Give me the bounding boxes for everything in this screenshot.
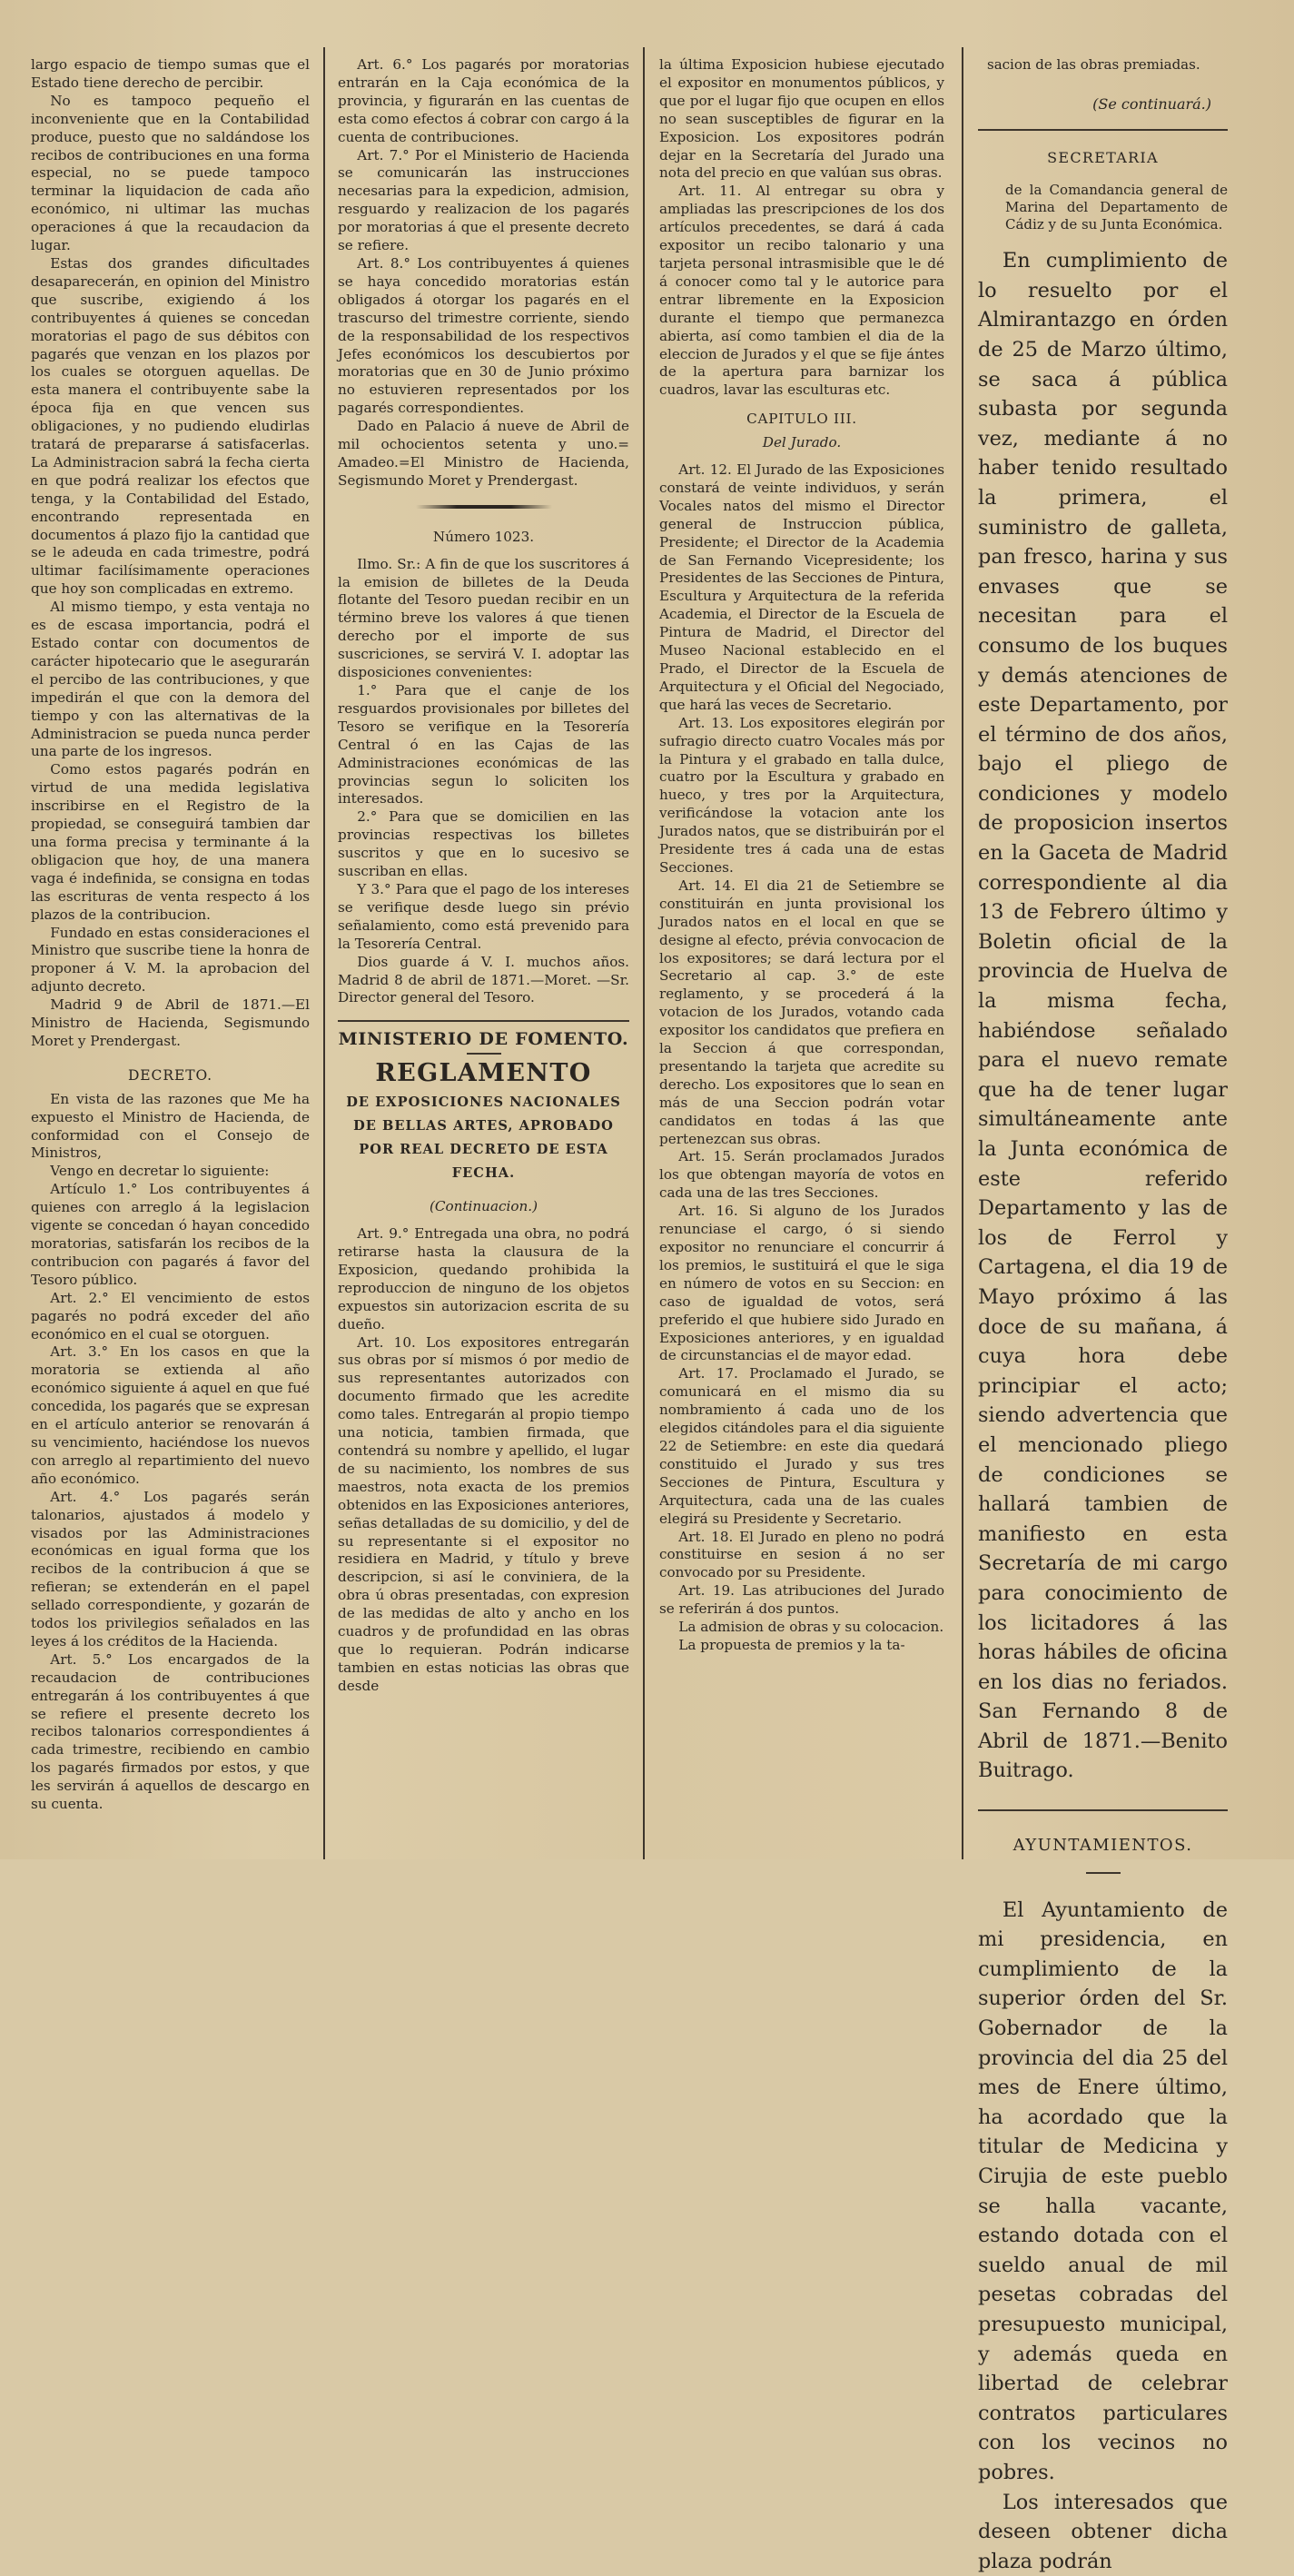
article: Art. 7.° Por el Ministerio de Hacienda se comunicarán las instrucciones necesarias para la expedicion, admision, resguardo y realizacion de los pagarés por moratorias á que el presente decreto se refiere.	[338, 146, 629, 254]
notice-paragraph: Los interesados que deseen obtener dicha plaza podrán	[978, 2490, 1228, 2573]
article: Art. 15. Serán proclamados Jurados los que obtengan mayoría de votos en cada una de las tres Secciones.	[659, 1148, 944, 1202]
paragraph: Estas dos grandes dificultades desaparecerán, en opinion del Ministro que suscribe, exigiendo á los contribuyentes á quienes se concedan moratorias el pago de sus débitos con pagarés que venzan en los plazos por los cuales se otorguen aquellas. De esta manera el contribuyente sabe la época fija en que vencen sus obligaciones, y no pudiendo eludirlas tratará de prepararse á satisfacerlas. La Administracion sabrá la fecha cierta en que podrá realizar los efectos que tenga, y la Contabilidad del Estado, encontrando representada en documentos á plazo fijo la cantidad que se le adeuda en cada trimestre, podrá ultimar facilísimamente operaciones que hoy son complicadas en extremo.	[31, 254, 310, 598]
article: Art. 13. Los expositores elegirán por sufragio directo cuatro Vocales más por la Pintura y el grabado en talla dulce, cuatro por la Escultura y grabado en hueco, y tres por la Arquitectura, verificándose la votacion ante los Jurados natos, que se distribuirán por el Presidente tres á cada una de estas Secciones.	[659, 714, 944, 876]
article: Art. 8.° Los contribuyentes á quienes se haya concedido moratorias están obligados á otorgar los pagarés en el trascurso del trimestre corriente, siendo de la responsabilidad de los respectivos Jefes económicos los descubiertos por moratorias que en 30 de Junio próximo no estuvieren representados por los pagarés correspondientes.	[338, 254, 629, 417]
article: Art. 2.° El vencimiento de estos pagarés no podrá exceder del año económico en el cual se otorguen.	[31, 1289, 310, 1342]
paragraph: largo espacio de tiempo sumas que el Estado tiene derecho de percibir.	[31, 56, 310, 91]
article: Art. 12. El Jurado de las Exposiciones constará de veinte individuos, y serán Vocales natos del mismo el Director general de Instruccion pública, Presidente; el Director de la Academia de San Fernando Vicepresidente; los Presidentes de las Secciones de Pintura, Escultura y Arquitectura de la referida Academia, el Director de la Escuela de Pintura de Madrid, el Director del Museo Nacional establecido en el Prado, el Director de la Escuela de Arquitectura y el Oficial del Negociado, que hará las veces de Secretario.	[659, 461, 944, 713]
dado-en-palacio: Dado en Palacio á nueve de Abril de mil ochocientos setenta y uno.= Amadeo.=El Ministro de Hacienda, Segismundo Moret y Prendergast.	[338, 418, 629, 489]
list-item: 2.° Para que se domicilien en las provincias respectivas los billetes suscritos y que en lo sucesivo se suscriban en ellas.	[338, 808, 629, 880]
date-signature: Madrid 9 de Abril de 1871.—El Ministro de Hacienda, Segismundo Moret y Prendergast.	[31, 996, 310, 1049]
column-2	[338, 56, 629, 1854]
article: Art. 10. Los expositores entregarán sus obras por sí mismos ó por medio de sus representantes autorizados con documento firmado que les acredite como tales. Entregarán al propio tiempo una noticia, tambien firmada, que contendrá su nombre y apellido, el lugar de su nacimiento, los nombres de sus maestros, nota exacta de los premios obtenidos en las Exposiciones anteriores, señas detalladas de su domicilio, y del de su representante si el expositor no residiera en Madrid, y título y breve descripcion, si así le conviniera, de la obra ú obras presentadas, con expresion de las medidas de alto y ancho en los cuadros y de profundidad en las obras que lo requieran. Podrán indicarse tambien en estas noticias las obras que desde	[338, 1333, 629, 1694]
article: Art. 18. El Jurado en pleno no podrá constituirse en sesion á no ser convocado por su Presidente.	[659, 1528, 944, 1581]
paragraph: Como estos pagarés podrán en virtud de una medida legislativa inscribirse en el Registro de la propiedad, se conseguirá tambien dar una forma precisa y terminante á la obligacion que hoy, de una manera vaga é indefinida, se consigna en todas las escrituras de venta respecto á los plazos de la contribucion.	[31, 761, 310, 923]
article: Art. 9.° Entregada una obra, no podrá retirarse hasta la clausura de la Exposicion, quedando prohibida la reproduccion de ninguno de los objetos expuestos sin autorizacion escrita de su dueño.	[338, 1225, 629, 1333]
section-divider	[978, 1809, 1228, 1811]
article: Art. 3.° En los casos en que la moratoria se extienda al año económico siguiente á aquel en que fué concedida, los pagarés que se expresan en el artículo anterior se renovarán á su vencimiento, haciéndose los nuevos con arreglo al repartimiento del nuevo año económico.	[31, 1343, 310, 1487]
column-rule-1	[323, 47, 325, 1859]
column-1	[31, 56, 310, 1854]
closing-signature: Dios guarde á V. I. muchos años. Madrid 8 de abril de 1871.—Moret. —Sr. Director general del Tesoro.	[338, 953, 629, 1006]
article: Art. 11. Al entregar su obra y ampliadas las prescripciones de los dos artículos precedentes, se dará á cada expositor un recibo talonario y una tarjeta personal intrasmisible que le dé á conocer como tal y le autorice para entrar libremente en la Exposicion durante el tiempo que permanezca abierta, así como tambien el dia de la eleccion de Jurados y el que se fije ántes de la apertura para barnizar los cuadros, lavar las esculturas etc.	[659, 183, 944, 399]
short-divider	[467, 1053, 501, 1055]
column-rule-3	[962, 47, 963, 1859]
continuara-label: (Se continuará.)	[1092, 95, 1211, 113]
list-item: Y 3.° Para que el pago de los intereses se verifique desde luego sin prévio señalamiento, como está prevenido para la Tesorería Central.	[338, 880, 629, 952]
paragraph: La admision de obras y su colocacion.	[678, 1619, 944, 1636]
article: Art. 16. Si alguno de los Jurados renunciase el cargo, ó si siendo expositor no renunciare el concurrir á los premios, le sustituirá el que le siga en número de votos en su Seccion: en caso de igualdad de votos, será preferido el que hubiere sido Jurado en Exposiciones anteriores, y en igualdad de circunstancias el de mayor edad.	[659, 1203, 944, 1364]
notice-paragraph: En cumplimiento de lo resuelto por el Almirantazgo en órden de 25 de Marzo último, se saca á pública subasta por segunda vez, mediante á no haber tenido resultado la primera, el suministro de galleta, pan fresco, harina y sus envases que se necesitan para el consumo de los buques y demás atenciones de este Departamento, por el término de dos años, bajo el pliego de condiciones y modelo de proposicion insertos en la Gaceta de Madrid correspondiente al dia 13 de Febrero último y Boletin oficial de la provincia de Huelva de la misma fecha, habiéndose señalado para el nuevo remate que ha de tener lugar simultáneamente ante la Junta económica de este referido Departamento y las de los de Ferrol y Cartagena, el dia 19 de Mayo próximo á las doce de su mañana, á cuya hora debe principiar el acto; siendo advertencia que el mencionado pliego de condiciones se hallará tambien de manifiesto en esta Secretaría de mi cargo para conocimiento de los licitadores á las horas hábiles de oficina en los dias no feriados. San Fernando 8 de Abril de 1871.—Benito Buitrago.	[978, 249, 1228, 1783]
article: Art. 19. Las atribuciones del Jurado se referirán á dos puntos.	[659, 1582, 944, 1618]
column-3	[659, 56, 944, 1854]
paragraph: la última Exposicion hubiese ejecutado el expositor en monumentos públicos, y que por el lugar fijo que ocupen en ellos no sean susceptibles de figurar en la Exposicion. Los expositores podrán dejar en la Secretaría del Jurado una nota del precio en que valúan sus obras.	[659, 56, 944, 182]
paragraph: Fundado en estas consideraciones el Ministro que suscribe tiene la honra de proponer á V. M. la aprobacion del adjunto decreto.	[31, 924, 310, 996]
paragraph: Al mismo tiempo, y esta ventaja no es de escasa importancia, podrá el Estado contar con documentos de carácter hipotecario que le asegurarán el percibo de las contribuciones, y que impedirán el que con la demora del tiempo y con las alternativas de la Administracion se pueda nunca perder una parte de los ingresos.	[31, 599, 310, 760]
paragraph: Ilmo. Sr.: A fin de que los suscritores á la emision de billetes de la Deuda flotante del Tesoro puedan recibir en un término breve los valores á que tienen derecho por el importe de sus suscriciones, se servirá V. I. adoptar las disposiciones convenientes:	[338, 555, 629, 681]
ministerio-heading: MINISTERIO DE FOMENTO.	[338, 1029, 629, 1050]
numero-heading: Número 1023.	[432, 528, 535, 545]
capitulo-subheading: Del Jurado.	[762, 434, 842, 451]
capitulo-heading: CAPITULO III.	[746, 411, 857, 428]
ayuntamientos-heading: AYUNTAMIENTOS.	[1012, 1836, 1193, 1856]
paragraph: Vengo en decretar lo siguiente:	[50, 1163, 270, 1180]
column-4	[978, 56, 1228, 2573]
section-divider	[338, 1020, 629, 1022]
paragraph: sacion de las obras premiadas.	[987, 56, 1200, 73]
notice-paragraph: El Ayuntamiento de mi presidencia, en cumplimiento de la superior órden del Sr. Gobernador de la provincia del dia 25 del mes de Enere último, ha acordado que la titular de Medicina y Cirujia de este pueblo se halla vacante, estando dotada con el sueldo anual de mil pesetas cobradas del presupuesto municipal, y además queda en libertad de celebrar contratos particulares con los vecinos no pobres.	[978, 1897, 1228, 2484]
paragraph: No es tampoco pequeño el inconveniente que en la Contabilidad produce, puesto que no saldándose los recibos de contribuciones en una forma especial, no se puede tampoco terminar la liquidacion de cada año económico, ni ultimar las muchas operaciones á que la recaudacion da lugar.	[31, 92, 310, 254]
decreto-heading: DECRETO.	[127, 1066, 213, 1084]
article: Art. 14. El dia 21 de Setiembre se constituirán en junta provisional los Jurados natos en el local en que se designe al efecto, prévia convocacion de los expositores; se dará lectura por el Secretario al cap. 3.° de este reglamento, y se procederá á la votacion de los Jurados, votando cada expositor los candidatos que prefiera en la Seccion á que correspondan, presentando la tarjeta que acredite su derecho. Los expositores que lo sean en más de una Seccion podrán votar candidatos en todas á las que pertenezcan sus obras.	[659, 877, 944, 1147]
reglamento-heading: REGLAMENTO	[375, 1059, 592, 1088]
secretaria-heading: SECRETARIA	[1047, 148, 1159, 166]
secretaria-subheading: de la Comandancia general de Marina del Departamento de Cádiz y de su Junta Económica.	[1005, 182, 1228, 233]
paragraph: En vista de las razones que Me ha expuesto el Ministro de Hacienda, de conformidad con el Consejo de Ministros,	[31, 1090, 310, 1162]
paragraph: La propuesta de premios y la ta-	[678, 1636, 905, 1653]
column-rule-2	[643, 47, 645, 1859]
section-divider	[416, 505, 552, 509]
article: Artículo 1.° Los contribuyentes á quienes con arreglo á la legislacion vigente se concedan ó hayan concedido moratorias, satisfarán los recibos de la contribucion con pagarés á favor del Tesoro público.	[31, 1181, 310, 1288]
list-item: 1.° Para que el canje de los resguardos provisionales por billetes del Tesoro se verifique en la Tesorería Central ó en las Cajas de las Administraciones económicas de las provincias segun lo soliciten los interesados.	[338, 682, 629, 807]
article: Art. 5.° Los encargados de la recaudacion de contribuciones entregarán á los contribuyentes á que se refiere el presente decreto los recibos talonarios correspondientes á cada trimestre, recibiendo en cambio los pagarés firmados por estos, y que les servirán á aquellos de descargo en su cuenta.	[31, 1650, 310, 1813]
article: Art. 4.° Los pagarés serán talonarios, ajustados á modelo y visados por las Administraciones económicas en igual forma que los recibos de la contribucion á que se refieran; se extenderán en el papel sellado correspondiente, y gozarán de todos los privilegios señalados en las leyes á los créditos de la Hacienda.	[31, 1488, 310, 1650]
reglamento-subheading: DE EXPOSICIONES NACIONALES DE BELLAS ARTES, APROBADO POR REAL DECRETO DE ESTA FECHA.	[346, 1095, 621, 1182]
section-divider	[978, 129, 1228, 131]
article: Art. 17. Proclamado el Jurado, se comunicará en el mismo dia su nombramiento á cada uno de los elegidos citándoles para el dia siguiente 22 de Setiembre: en este dia quedará constituido el Jurado y sus tres Secciones de Pintura, Escultura y Arquitectura, cada una de las cuales elegirá su Presidente y Secretario.	[659, 1365, 944, 1527]
continuacion-label: (Continuacion.)	[429, 1198, 538, 1215]
short-divider	[1086, 1872, 1121, 1874]
article: Art. 6.° Los pagarés por moratorias entrarán en la Caja económica de la provincia, y figurarán en las cuentas de esta como efectos á cobrar con cargo á la cuenta de contribuciones.	[338, 56, 629, 145]
